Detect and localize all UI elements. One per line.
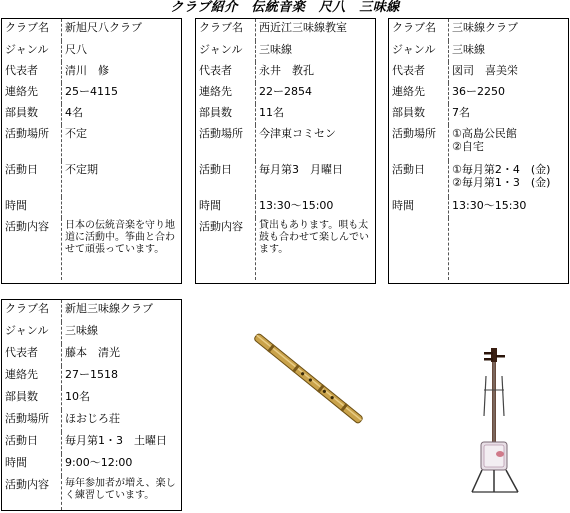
label-representative: 代表者	[2, 344, 62, 366]
value-club-name: 三味線クラブ	[452, 21, 518, 34]
label-time: 時間	[196, 197, 256, 218]
label-genre: ジャンル	[389, 41, 449, 62]
label-club-name: クラブ名	[389, 19, 449, 41]
value-time: 13:30～15:30	[452, 199, 527, 212]
shamisen-illustration	[462, 346, 532, 496]
label-members: 部員数	[2, 104, 62, 125]
value-representative: 清川 修	[65, 64, 109, 77]
value-members: 10名	[65, 390, 90, 403]
club-card-shinasahi-shakuhachi	[1, 18, 182, 284]
value-place: ほおじろ荘	[65, 412, 120, 425]
value-empty	[449, 218, 569, 280]
value-genre: 三味線	[259, 43, 292, 56]
value-contact: 36ー2250	[452, 85, 505, 98]
value-genre: 三味線	[65, 324, 98, 337]
value-activity: 日本の伝統音楽を守り地道に活動中。筝曲と合わせて頑張っています。	[65, 220, 175, 255]
label-place: 活動場所	[196, 125, 256, 161]
label-contact: 連絡先	[2, 366, 62, 388]
value-contact: 27ー1518	[65, 368, 118, 381]
value-day: ①毎月第2・4 (金) ②毎月第1・3 (金)	[452, 163, 551, 189]
label-place: 活動場所	[389, 125, 449, 161]
value-activity: 貸出もあります。唄も太鼓も合わせて楽しんでいます。	[259, 220, 369, 255]
value-genre: 尺八	[65, 43, 87, 56]
value-club-name: 西近江三味線教室	[259, 21, 347, 34]
label-activity: 活動内容	[2, 218, 62, 280]
page-title: クラブ紹介 伝統音楽 尺八 三味線	[170, 0, 400, 15]
value-members: 7名	[452, 106, 470, 119]
value-contact: 22ー2854	[259, 85, 312, 98]
label-place: 活動場所	[2, 125, 62, 161]
label-representative: 代表者	[2, 62, 62, 83]
label-time: 時間	[2, 454, 62, 476]
label-members: 部員数	[2, 388, 62, 410]
label-club-name: クラブ名	[196, 19, 256, 41]
label-place: 活動場所	[2, 410, 62, 432]
value-representative: 藤本 清光	[65, 346, 120, 359]
value-members: 11名	[259, 106, 284, 119]
label-genre: ジャンル	[2, 41, 62, 62]
label-day: 活動日	[2, 432, 62, 454]
value-representative: 永井 教孔	[259, 64, 314, 77]
label-club-name: クラブ名	[2, 19, 62, 41]
label-contact: 連絡先	[196, 83, 256, 104]
shakuhachi-illustration	[248, 328, 368, 438]
label-members: 部員数	[196, 104, 256, 125]
label-activity: 活動内容	[196, 218, 256, 280]
value-contact: 25ー4115	[65, 85, 118, 98]
value-place: 不定	[65, 127, 87, 140]
label-members: 部員数	[389, 104, 449, 125]
label-genre: ジャンル	[196, 41, 256, 62]
value-day: 毎月第3 月曜日	[259, 163, 343, 176]
label-time: 時間	[2, 197, 62, 218]
label-day: 活動日	[389, 161, 449, 197]
label-day: 活動日	[2, 161, 62, 197]
value-time: 9:00～12:00	[65, 456, 133, 469]
value-time	[62, 197, 182, 218]
label-empty	[389, 218, 449, 280]
club-card-shinasahi-shamisen	[1, 299, 182, 511]
value-representative: 図司 喜美栄	[452, 64, 518, 77]
label-club-name: クラブ名	[2, 300, 62, 322]
value-members: 4名	[65, 106, 83, 119]
value-place: ①高島公民館 ②自宅	[452, 127, 517, 153]
label-contact: 連絡先	[2, 83, 62, 104]
label-representative: 代表者	[196, 62, 256, 83]
label-day: 活動日	[196, 161, 256, 197]
value-club-name: 新旭三味線クラブ	[65, 302, 153, 315]
value-day: 毎月第1・3 土曜日	[65, 434, 167, 447]
club-card-nishiomi-shamisen	[195, 18, 376, 284]
value-genre: 三味線	[452, 43, 485, 56]
label-time: 時間	[389, 197, 449, 218]
label-activity: 活動内容	[2, 476, 62, 510]
value-day: 不定期	[65, 163, 98, 176]
label-representative: 代表者	[389, 62, 449, 83]
label-contact: 連絡先	[389, 83, 449, 104]
value-club-name: 新旭尺八クラブ	[65, 21, 142, 34]
value-place: 今津東コミセン	[259, 127, 336, 140]
value-activity: 毎年参加者が増え、楽しく練習しています。	[65, 478, 176, 501]
club-card-shamisen-club	[388, 18, 569, 284]
label-genre: ジャンル	[2, 322, 62, 344]
value-time: 13:30～15:00	[259, 199, 334, 212]
